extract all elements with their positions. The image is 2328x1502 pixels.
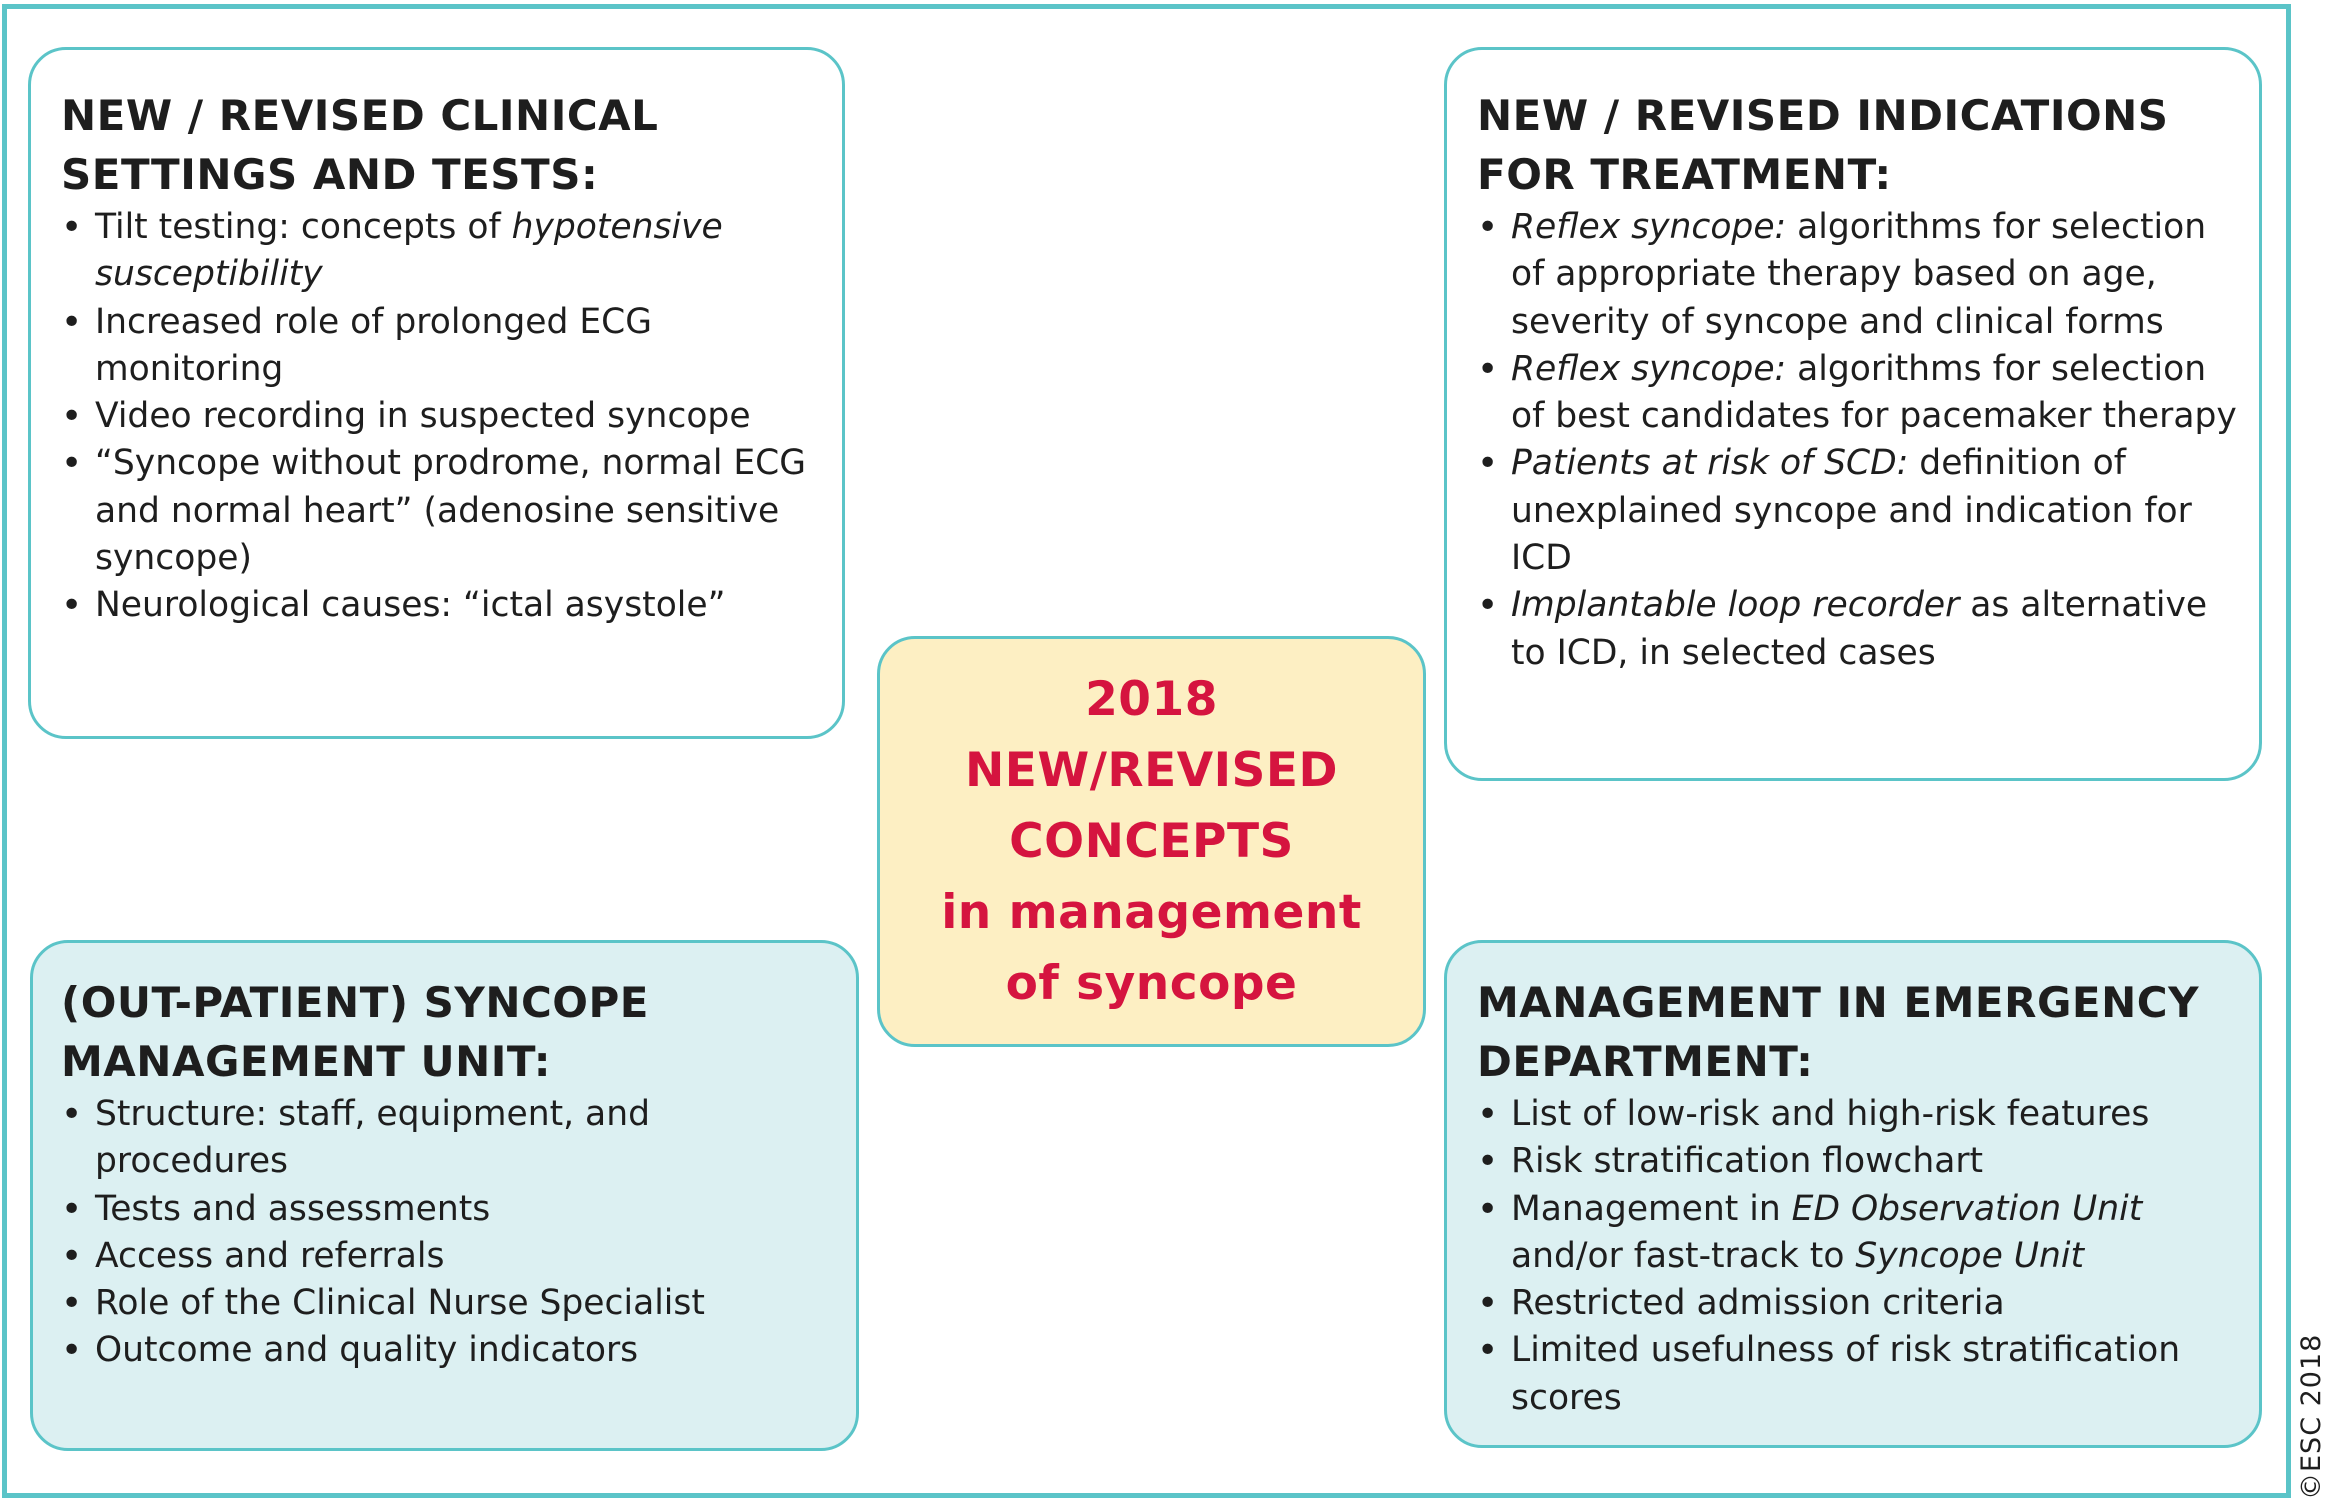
heading-line: (OUT-PATIENT) SYNCOPE <box>61 978 649 1027</box>
item-text: Neurological causes: “ictal asystole” <box>95 585 726 626</box>
list-item <box>61 299 822 394</box>
list-item <box>61 204 822 299</box>
italic-text: Syncope Unit <box>1855 1235 2084 1276</box>
bullet-list <box>1477 1091 2239 1422</box>
item-text: Outcome and quality indicators <box>95 1330 639 1371</box>
item-text: Risk stratification flowchart <box>1511 1141 1984 1182</box>
item-text: Tilt testing: concepts of <box>95 207 512 247</box>
item-text: “Syncope without prodrome, normal ECG and normal heart” (adenosine sensitive syncope) <box>95 443 806 579</box>
heading-line: NEW / REVISED INDICATIONS <box>1477 91 2169 140</box>
item-text: Access and referrals <box>95 1235 445 1276</box>
list-item <box>61 582 822 629</box>
list-item <box>1477 1280 2239 1327</box>
list-item <box>1477 1138 2239 1185</box>
list-item <box>61 440 822 582</box>
list-item <box>1477 1327 2239 1422</box>
bullet-list <box>61 1091 836 1375</box>
box-heading <box>61 86 822 204</box>
box-heading <box>1477 86 2239 204</box>
list-item <box>61 393 822 440</box>
center-title-line: CONCEPTS <box>1009 814 1294 869</box>
item-text: algorithms for selection of best candidates for pacemaker therapy <box>1511 348 2237 437</box>
clinical-settings-box <box>28 47 845 739</box>
item-text: Tests and assessments <box>95 1188 491 1229</box>
heading-line: FOR TREATMENT: <box>1477 150 1892 199</box>
item-text: Limited usefulness of risk stratification scores <box>1511 1330 2181 1418</box>
central-concept-box <box>877 636 1426 1047</box>
list-item <box>61 1091 836 1186</box>
bullet-list <box>61 204 822 630</box>
item-text: and/or fast-track to <box>1511 1235 1856 1276</box>
center-title-line: 2018 <box>1085 672 1218 727</box>
box-heading <box>61 973 836 1091</box>
item-text: algorithms for selection of appropriate therapy based on age, severity of syncope and clinical forms <box>1511 207 2207 342</box>
item-text: as alternative to ICD, in selected cases <box>1511 585 2208 673</box>
box-heading <box>1477 973 2239 1091</box>
heading-line: NEW / REVISED CLINICAL <box>61 91 659 140</box>
list-item <box>1477 1091 2239 1138</box>
item-text: Restricted admission criteria <box>1511 1283 2005 1324</box>
treatment-indications-box <box>1444 47 2262 781</box>
list-item <box>61 1327 836 1374</box>
list-item <box>1477 440 2239 582</box>
item-text: Management in <box>1511 1188 1792 1229</box>
list-item <box>61 1280 836 1327</box>
list-item <box>1477 1186 2239 1281</box>
italic-text: Reflex syncope: <box>1511 348 1787 389</box>
list-item <box>61 1233 836 1280</box>
item-text: Structure: staff, equipment, and procedures <box>95 1094 650 1182</box>
heading-line: SETTINGS AND TESTS: <box>61 150 599 199</box>
bullet-list <box>1477 204 2239 677</box>
list-item <box>1477 582 2239 677</box>
list-item <box>61 1186 836 1233</box>
item-text: Role of the Clinical Nurse Specialist <box>95 1283 705 1324</box>
center-title-line: NEW/REVISED <box>964 743 1339 798</box>
center-title-line: of syncope <box>1005 956 1298 1011</box>
center-title-line: in management <box>941 885 1362 940</box>
italic-text: Implantable loop recorder <box>1511 585 1960 626</box>
item-text: List of low-risk and high-risk features <box>1511 1094 2150 1134</box>
heading-line: DEPARTMENT: <box>1477 1037 1814 1086</box>
italic-text: ED Observation Unit <box>1791 1188 2143 1229</box>
italic-text: Reflex syncope: <box>1511 207 1787 247</box>
italic-text: hypotensive susceptibility <box>95 207 723 295</box>
copyright-notice: ©ESC 2018 <box>2296 1333 2327 1500</box>
heading-line: MANAGEMENT UNIT: <box>61 1037 552 1086</box>
item-text: Increased role of prolonged ECG monitoring <box>95 301 653 389</box>
syncope-unit-box <box>30 940 859 1451</box>
item-text: definition of unexplained syncope and indication for ICD <box>1511 443 2192 579</box>
item-text: Video recording in suspected syncope <box>95 396 751 437</box>
italic-text: Patients at risk of SCD: <box>1511 443 1909 484</box>
emergency-department-box <box>1444 940 2262 1448</box>
list-item <box>1477 346 2239 441</box>
list-item <box>1477 204 2239 346</box>
heading-line: MANAGEMENT IN EMERGENCY <box>1477 978 2199 1027</box>
